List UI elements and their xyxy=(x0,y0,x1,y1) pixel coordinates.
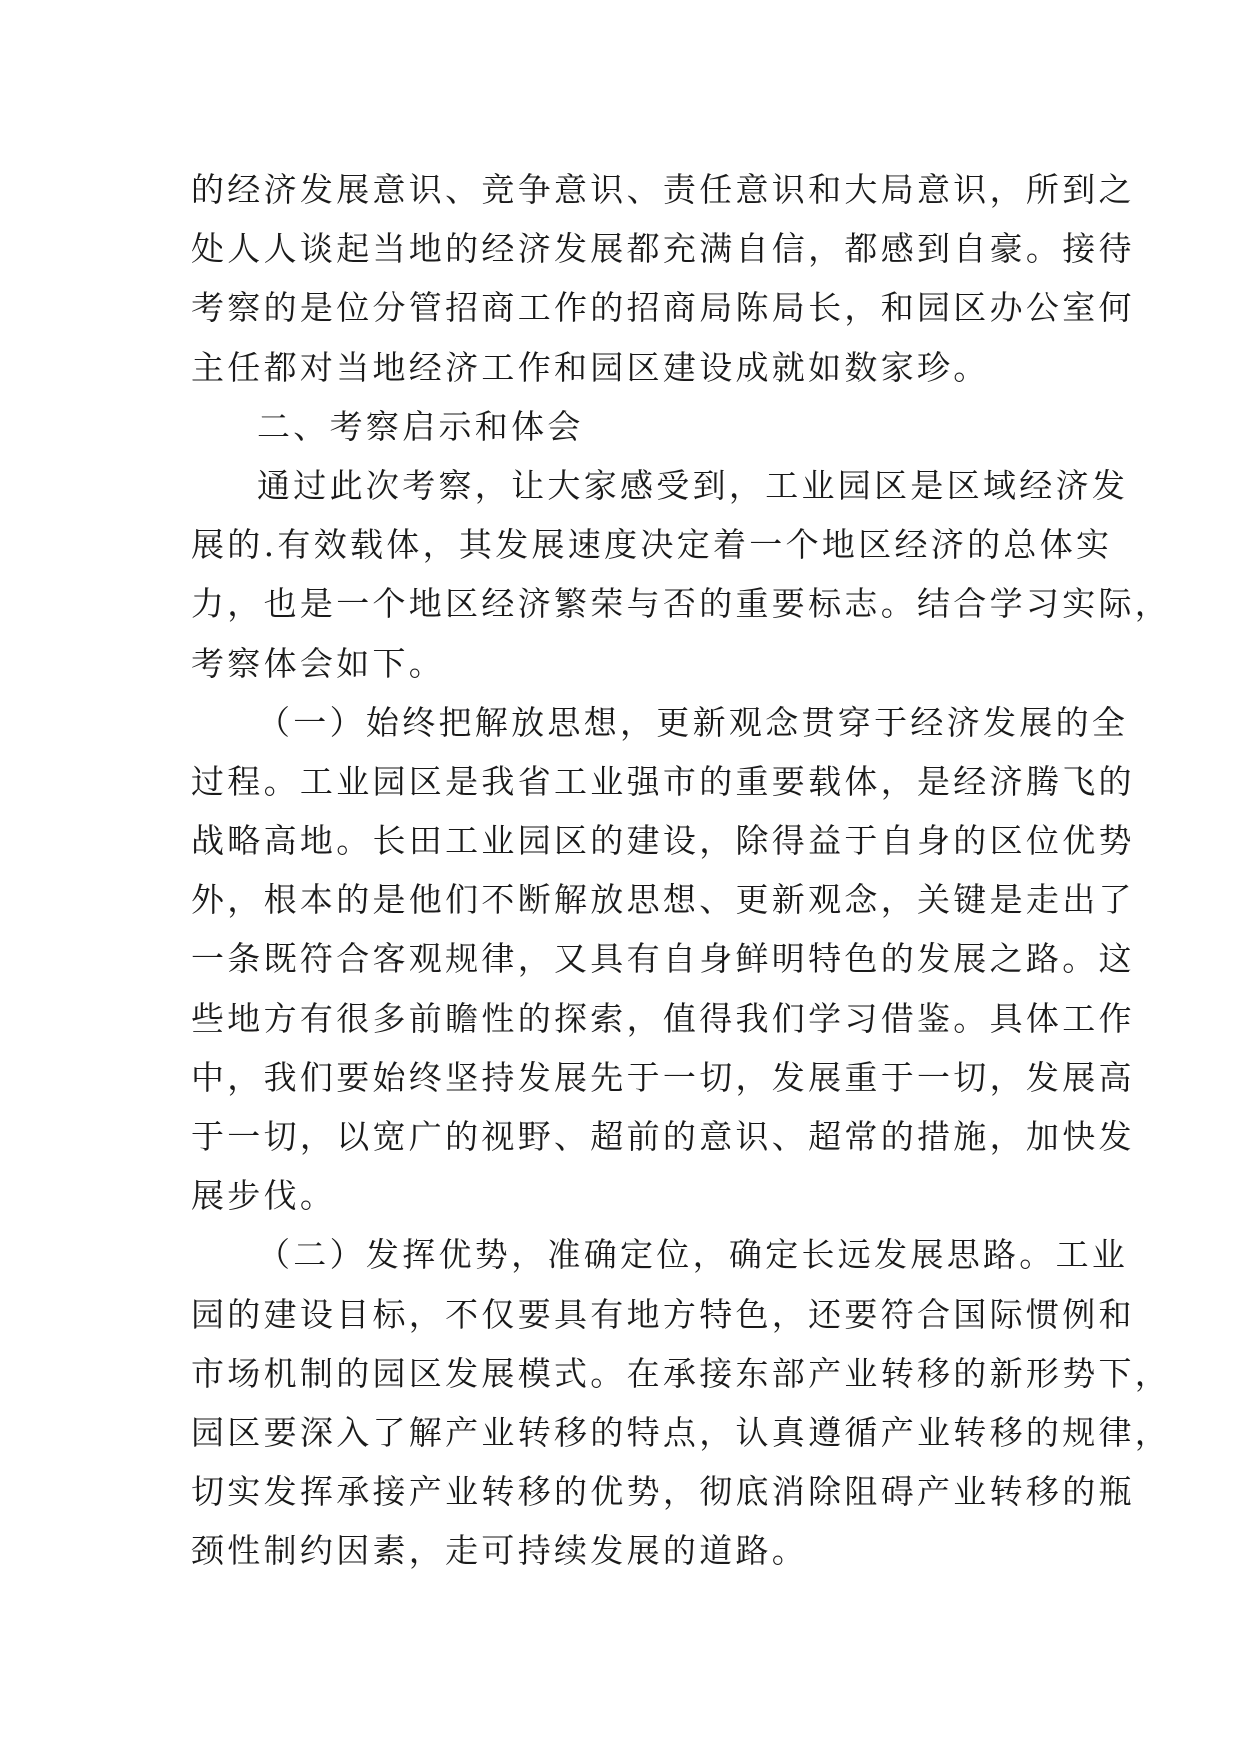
text-line: 外，根本的是他们不断解放思想、更新观念，关键是走出了 xyxy=(191,880,1135,920)
text-line: 展的.有效载体，其发展速度决定着一个地区经济的总体实 xyxy=(191,525,1113,565)
text-line: 过程。工业园区是我省工业强市的重要载体，是经济腾飞的 xyxy=(191,761,1135,801)
subsection-lead: （二）发挥优势，准确定位，确定长远发展思路。工业 xyxy=(257,1235,1129,1275)
text-line: 展步伐。 xyxy=(191,1176,337,1216)
text-line: 通过此次考察，让大家感受到，工业园区是区域经济发 xyxy=(257,465,1129,505)
text-line: 的经济发展意识、竞争意识、责任意识和大局意识，所到之 xyxy=(191,170,1135,209)
text-line: 些地方有很多前瞻性的探索，值得我们学习借鉴。具体工作 xyxy=(191,998,1135,1038)
text-line: 于一切，以宽广的视野、超前的意识、超常的措施，加快发 xyxy=(191,1117,1135,1156)
text-line: 园区要深入了解产业转移的特点，认真遵循产业转移的规律， xyxy=(191,1412,1172,1452)
text-line: 考察体会如下。 xyxy=(191,643,446,683)
text-line: 主任都对当地经济工作和园区建设成就如数家珍。 xyxy=(191,347,990,387)
text-line: 处人人谈起当地的经济发展都充满自信，都感到自豪。接待 xyxy=(191,229,1135,269)
text-line: 考察的是位分管招商工作的招商局陈局长，和园区办公室何 xyxy=(191,288,1135,328)
text-line: 园的建设目标，不仅要具有地方特色，还要符合国际惯例和 xyxy=(191,1294,1135,1334)
subsection-lead: （一）始终把解放思想，更新观念贯穿于经济发展的全 xyxy=(257,702,1129,742)
text-line: 中，我们要始终坚持发展先于一切，发展重于一切，发展高 xyxy=(191,1057,1135,1097)
document-body xyxy=(191,160,1172,1581)
text-line: 切实发挥承接产业转移的优势，彻底消除阻碍产业转移的瓶 xyxy=(191,1472,1135,1512)
text-line: 市场机制的园区发展模式。在承接东部产业转移的新形势下， xyxy=(191,1353,1172,1393)
section-heading: 二、考察启示和体会 xyxy=(257,406,584,446)
text-line: 力，也是一个地区经济繁荣与否的重要标志。结合学习实际， xyxy=(191,584,1172,624)
text-line: 一条既符合客观规律，又具有自身鲜明特色的发展之路。这 xyxy=(191,939,1135,979)
text-line: 颈性制约因素，走可持续发展的道路。 xyxy=(191,1531,809,1571)
text-line: 战略高地。长田工业园区的建设，除得益于自身的区位优势 xyxy=(191,821,1135,861)
